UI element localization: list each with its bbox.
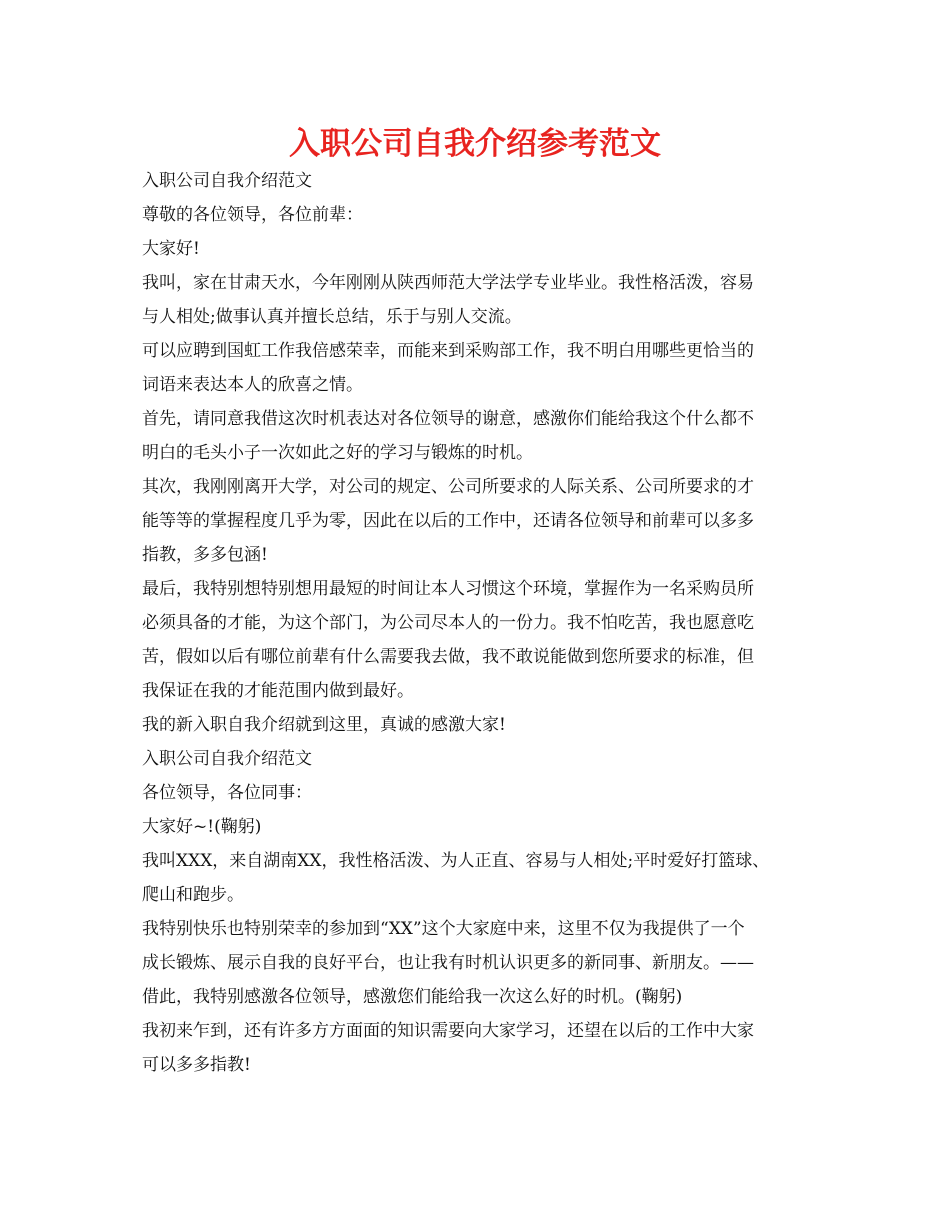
text-line: 爬山和跑步。 — [142, 885, 244, 905]
text-line: 词语来表达本人的欣喜之情。 — [142, 375, 363, 395]
text-line: 入职公司自我介绍范文 — [142, 171, 312, 191]
text-line: 必须具备的才能，为这个部门，为公司尽本人的一份力。我不怕吃苦，我也愿意吃 — [142, 613, 754, 633]
text-line: 指教，多多包涵! — [142, 545, 268, 565]
text-line: 入职公司自我介绍范文 — [142, 749, 312, 769]
text-line: 我的新入职自我介绍就到这里，真诚的感激大家! — [142, 715, 506, 735]
text-line: 尊敬的各位领导，各位前辈： — [142, 205, 363, 225]
text-line: 我初来乍到，还有许多方方面面的知识需要向大家学习，还望在以后的工作中大家 — [142, 1021, 754, 1041]
text-line: 我叫XXX，来自湖南XX，我性格活泼、为人正直、容易与人相处;平时爱好打篮球、 — [142, 851, 770, 871]
text-line: 可以应聘到国虹工作我倍感荣幸，而能来到采购部工作，我不明白用哪些更恰当的 — [142, 341, 754, 361]
text-line: 成长锻炼、展示自我的良好平台，也让我有时机认识更多的新同事、新朋友。—— — [142, 953, 754, 973]
text-line: 明白的毛头小子一次如此之好的学习与锻炼的时机。 — [142, 443, 533, 463]
text-line: 能等等的掌握程度几乎为零，因此在以后的工作中，还请各位领导和前辈可以多多 — [142, 511, 754, 531]
document-title: 入职公司自我介绍参考范文 — [289, 126, 661, 162]
text-line: 我保证在我的才能范围内做到最好。 — [142, 681, 414, 701]
text-line: 大家好~!(鞠躬) — [142, 817, 262, 837]
text-line: 首先，请同意我借这次时机表达对各位领导的谢意，感激你们能给我这个什么都不 — [142, 409, 754, 429]
text-line: 大家好! — [142, 239, 200, 259]
text-line: 最后，我特别想特别想用最短的时间让本人习惯这个环境，掌握作为一名采购员所 — [142, 579, 754, 599]
text-line: 各位领导，各位同事： — [142, 783, 312, 803]
text-line: 我叫，家在甘肃天水，今年刚刚从陕西师范大学法学专业毕业。我性格活泼，容易 — [142, 273, 754, 293]
text-line: 苦，假如以后有哪位前辈有什么需要我去做，我不敢说能做到您所要求的标准，但 — [142, 647, 754, 667]
document-body — [142, 164, 818, 1082]
text-line: 其次，我刚刚离开大学，对公司的规定、公司所要求的人际关系、公司所要求的才 — [142, 477, 754, 497]
text-line: 我特别快乐也特别荣幸的参加到“XX”这个大家庭中来，这里不仅为我提供了一个 — [142, 919, 745, 939]
text-line: 借此，我特别感激各位领导，感激您们能给我一次这么好的时机。(鞠躬) — [142, 987, 683, 1007]
text-line: 可以多多指教! — [142, 1055, 251, 1075]
text-line: 与人相处;做事认真并擅长总结，乐于与别人交流。 — [142, 307, 522, 327]
